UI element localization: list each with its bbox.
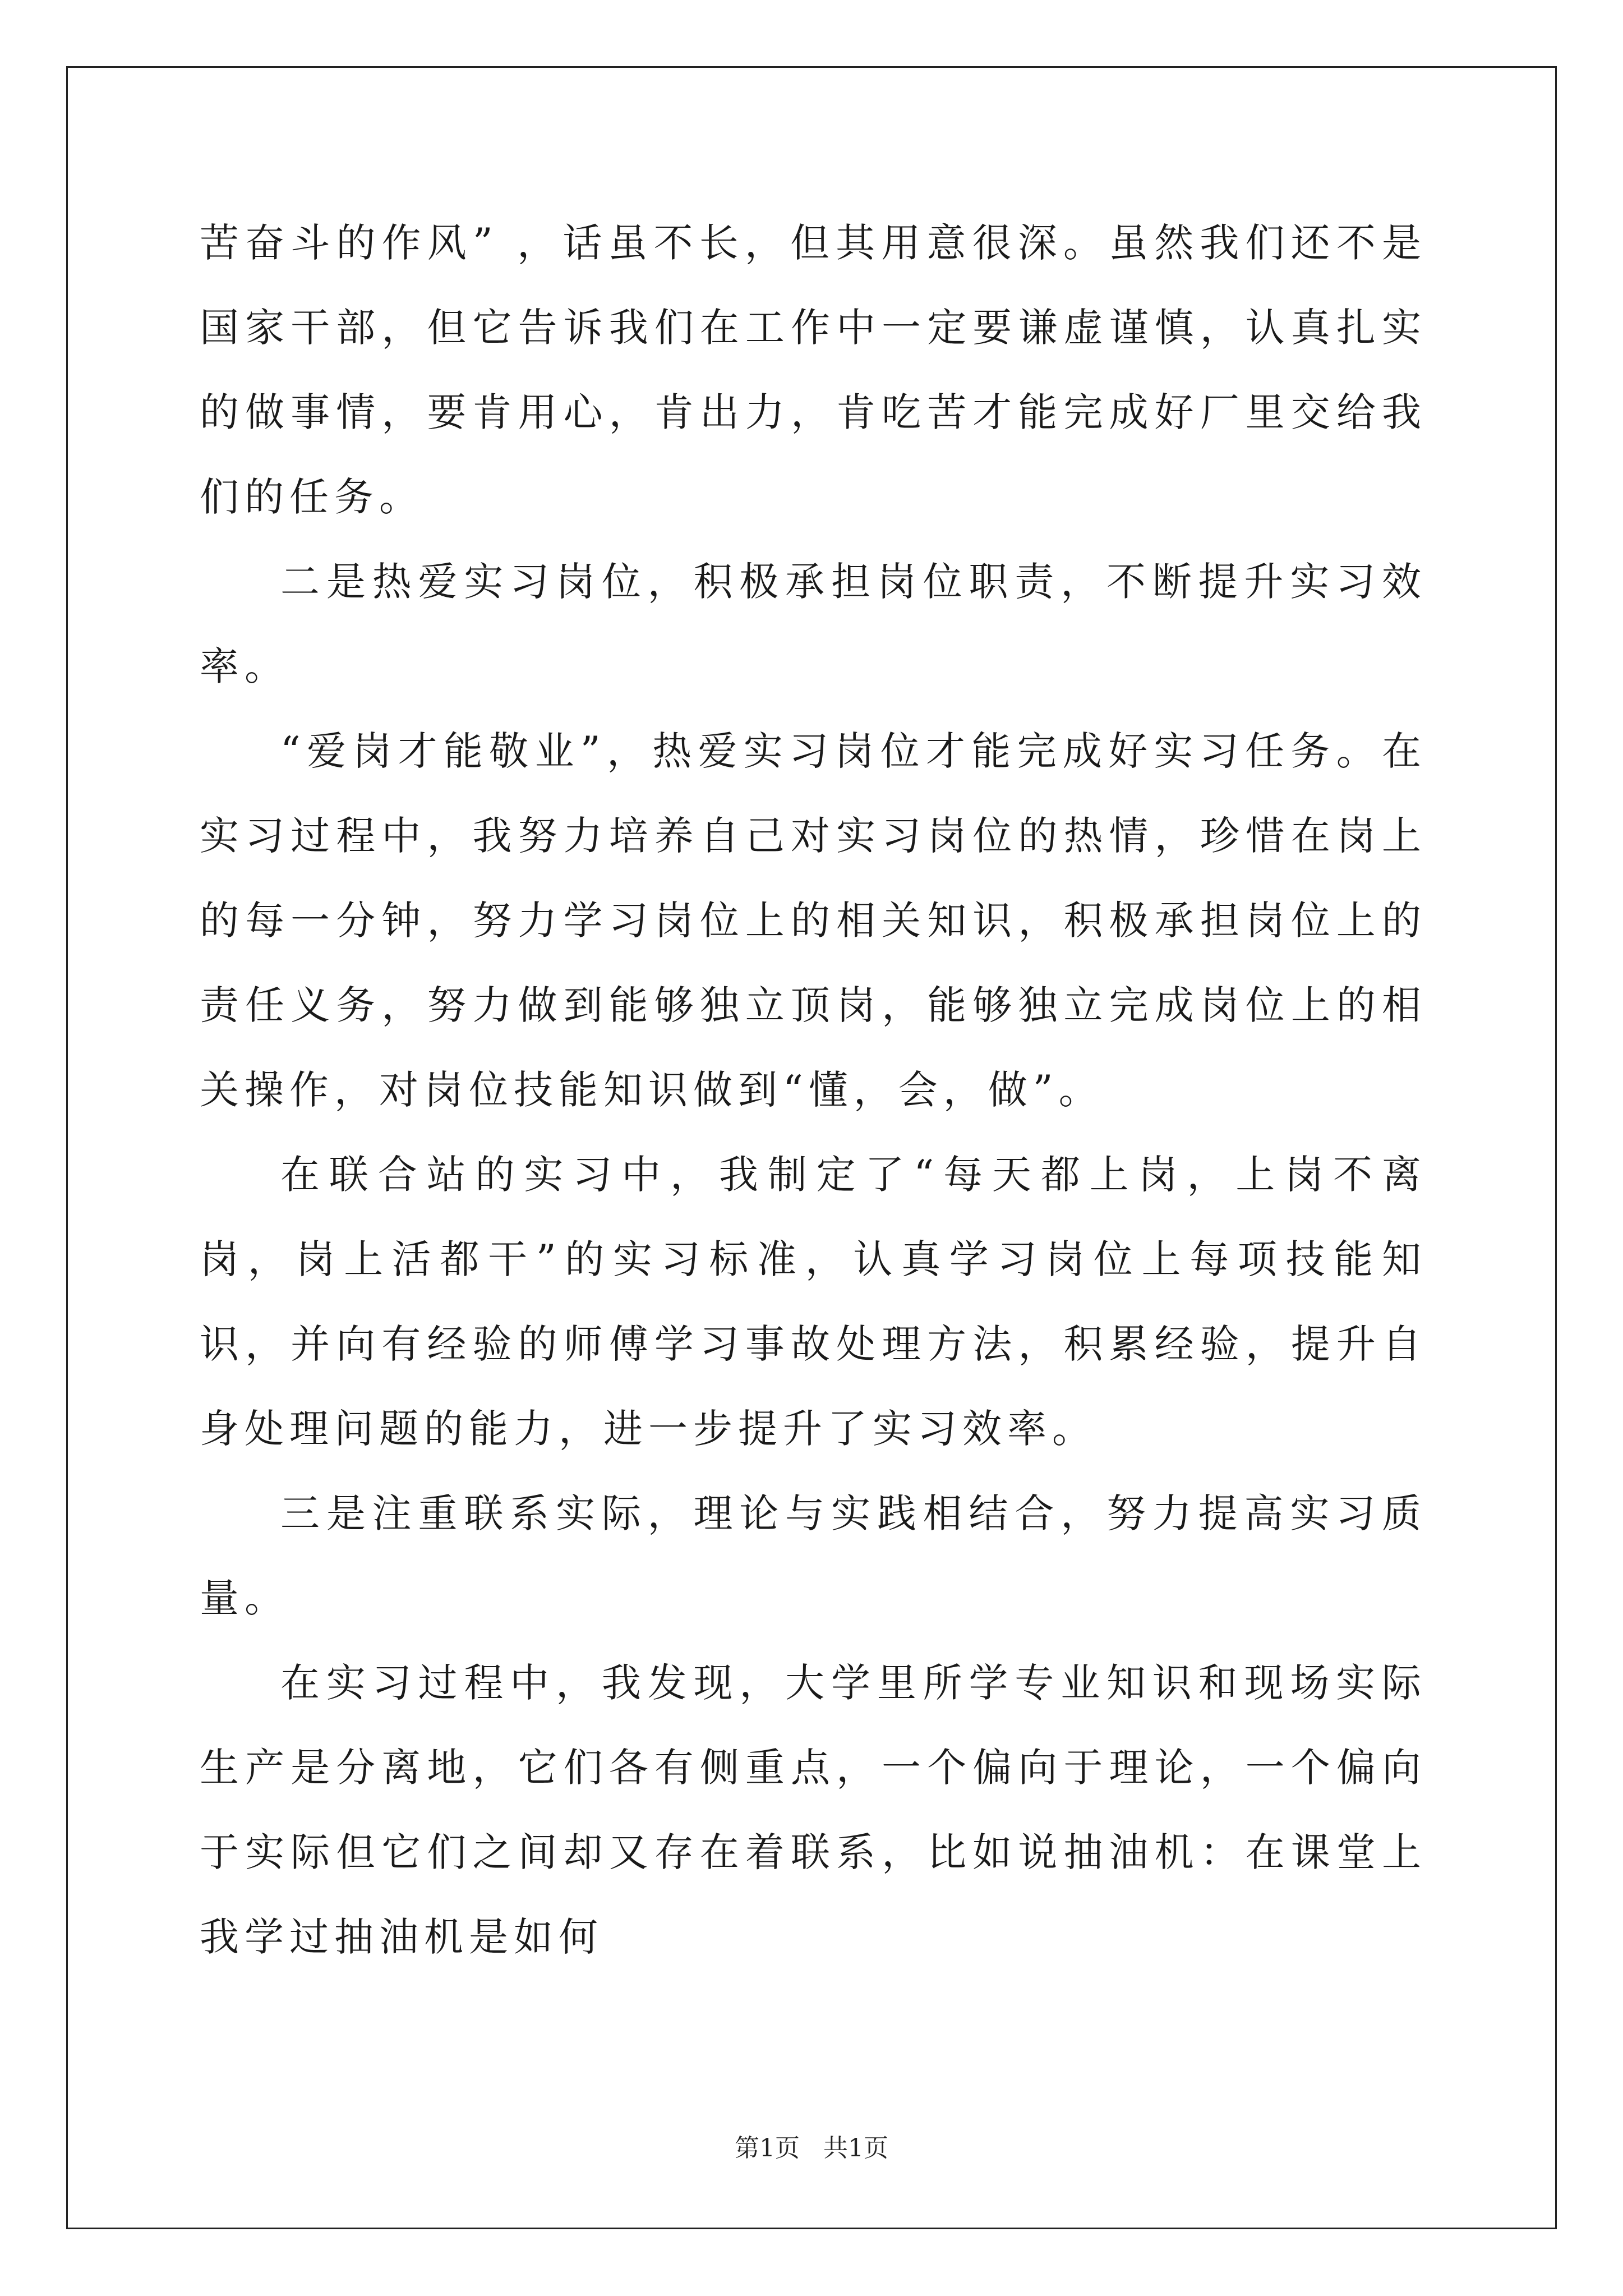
page-total: 共1页 [823, 2134, 888, 2162]
paragraph-1: 苦奋斗的作风” ，话虽不长，但其用意很深。虽然我们还不是国家干部，但它告诉我们在工作中一定要谦虚谨慎，认真扎实的做事情，要肯用心，肯出力，肯吃苦才能完成好厂里交给我们的任务。 [200, 220, 1427, 520]
paragraph-4: 在联合站的实习中，我制定了“每天都上岗，上岗不离岗，岗上活都干”的实习标准，认真学习岗位上每项技能知识，并向有经验的师傅学习事故处理方法，积累经验，提升自身处理问题的能力，进一步提升了实习效率。 [200, 1152, 1427, 1452]
paragraph-6: 在实习过程中，我发现，大学里所学专业知识和现场实际生产是分离地，它们各有侧重点，一个偏向于理论，一个偏向于实际但它们之间却又存在着联系，比如说抽油机：在课堂上我学过抽油机是如何 [200, 1660, 1427, 1960]
paragraph-2: 二是热爱实习岗位，积极承担岗位职责，不断提升实习效率。 [200, 559, 1427, 689]
document-body [200, 201, 1427, 1980]
page-footer [0, 2132, 1623, 2165]
paragraph-5: 三是注重联系实际，理论与实践相结合，努力提高实习质量。 [200, 1490, 1427, 1621]
paragraph-3: “爱岗才能敬业”，热爱实习岗位才能完成好实习任务。在实习过程中，我努力培养自己对实习岗位的热情，珍惜在岗上的每一分钟，努力学习岗位上的相关知识，积极承担岗位上的责任义务，努力做到能够独立顶岗，能够独立完成岗位上的相关操作，对岗位技能知识做到“懂，会，做”。 [200, 728, 1427, 1113]
page-number: 第1页 [735, 2134, 800, 2162]
